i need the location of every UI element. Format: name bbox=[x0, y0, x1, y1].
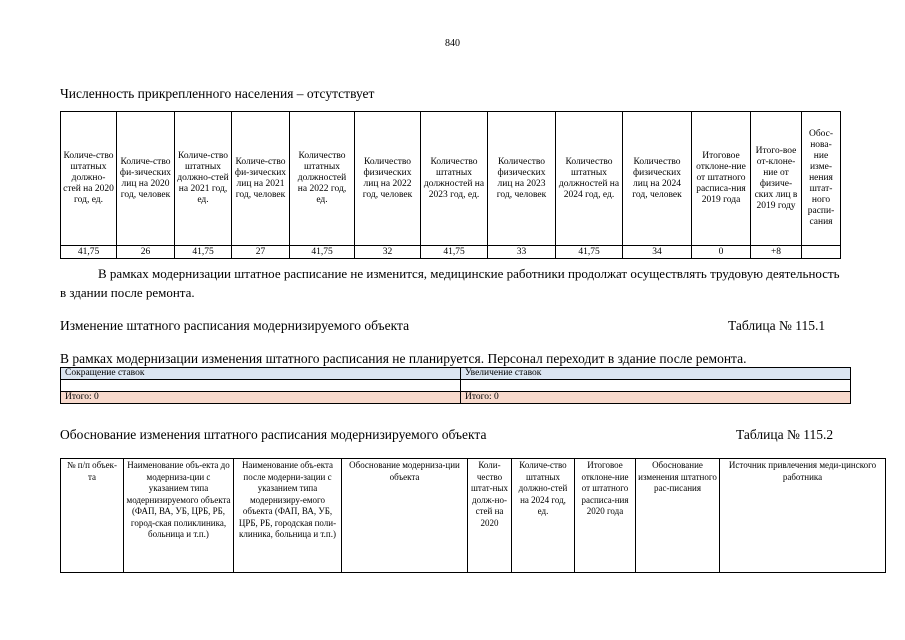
column-header: Итого-вое от-клоне-ние от физиче-ских лиц в 2019 году bbox=[751, 112, 802, 246]
table-label: Таблица № 115.1 bbox=[728, 318, 826, 333]
table-cell: 33 bbox=[488, 246, 556, 259]
column-header: Количе-ство штатных должно-стей на 2020 год, ед. bbox=[61, 112, 117, 246]
rates-total-row bbox=[61, 392, 851, 404]
page-number: 840 bbox=[445, 38, 460, 49]
column-header: Количество физических лиц на 2023 год, человек bbox=[488, 112, 556, 246]
column-header: Количе-ство фи-зических лиц на 2020 год, человек bbox=[117, 112, 175, 246]
table-cell bbox=[802, 246, 841, 259]
table-cell: 34 bbox=[623, 246, 692, 259]
modernization-paragraph: В рамках модернизации штатное расписание не изменится, медицинские работники продолжат осуществлять трудовую деятельность в здании после ремонта. bbox=[60, 266, 840, 300]
column-header: Количе-ство штатных должно-стей на 2021 год, ед. bbox=[175, 112, 232, 246]
table-cell: 27 bbox=[232, 246, 290, 259]
column-header: Итоговое отклоне-ние от штатного расписа-ния 2020 года bbox=[575, 459, 636, 573]
increase-header: Увеличение ставок bbox=[461, 368, 851, 380]
table-cell: +8 bbox=[751, 246, 802, 259]
column-header: Коли-чество штат-ных долж-но-стей на 2020 bbox=[468, 459, 512, 573]
staffing-table bbox=[60, 111, 841, 259]
column-header: Обоснование модерниза-ции объекта bbox=[342, 459, 468, 573]
justification-table bbox=[60, 458, 886, 573]
justification-heading: Обоснование изменения штатного расписания модернизируемого объекта bbox=[60, 427, 487, 442]
table-cell: 41,75 bbox=[556, 246, 623, 259]
justification-table-header-row bbox=[61, 459, 886, 573]
table-cell: 32 bbox=[355, 246, 421, 259]
table-cell bbox=[61, 380, 461, 392]
table-cell: 41,75 bbox=[175, 246, 232, 259]
column-header: Количество штатных должностей на 2024 год, ед. bbox=[556, 112, 623, 246]
column-header: Количе-ство фи-зических лиц на 2021 год, человек bbox=[232, 112, 290, 246]
table-cell: 41,75 bbox=[421, 246, 488, 259]
increase-total: Итого: 0 bbox=[461, 392, 851, 404]
reduction-total: Итого: 0 bbox=[61, 392, 461, 404]
column-header: Источник привлечения меди-цинского работника bbox=[720, 459, 886, 573]
population-heading: Численность прикрепленного населения – отсутствует bbox=[60, 86, 375, 101]
table-cell: 26 bbox=[117, 246, 175, 259]
column-header: Обос-нова-ние изме-нения штат-ного распи-сания bbox=[802, 112, 841, 246]
column-header: Количе-ство штатных должно-стей на 2024 год, ед. bbox=[512, 459, 575, 573]
table-cell: 41,75 bbox=[61, 246, 117, 259]
staffing-table-header-row bbox=[61, 112, 841, 246]
column-header: Итоговое отклоне-ние от штатного расписа-ния 2019 года bbox=[692, 112, 751, 246]
staffing-change-heading: Изменение штатного расписания модернизируемого объекта bbox=[60, 318, 410, 333]
staffing-change-note: В рамках модернизации изменения штатного расписания не планируется. Персонал переходит в здание после ремонта. bbox=[60, 351, 747, 366]
column-header: Количество штатных должностей на 2022 год, ед. bbox=[290, 112, 355, 246]
column-header: № п/п объек-та bbox=[61, 459, 124, 573]
column-header: Наименование объ-екта до модерниза-ции с указанием типа модернизируемого объекта (ФАП, ВА, УБ, ЦРБ, РБ, город-ская поликлиника, больница и т.п.) bbox=[124, 459, 234, 573]
reduction-header: Сокращение ставок bbox=[61, 368, 461, 380]
table-cell bbox=[461, 380, 851, 392]
column-header: Наименование объ-екта после модерни-зации с указанием типа модернизиру-емого объекта (ФАП, ВА, УБ, ЦРБ, РБ, городская поли-клиника, больница и т.п.) bbox=[234, 459, 342, 573]
column-header: Обоснование изменения штатного рас-писания bbox=[636, 459, 720, 573]
table-cell: 0 bbox=[692, 246, 751, 259]
rates-table bbox=[60, 367, 851, 404]
column-header: Количество штатных должностей на 2023 год, ед. bbox=[421, 112, 488, 246]
table-row bbox=[61, 380, 851, 392]
table-label: Таблица № 115.2 bbox=[736, 427, 834, 442]
table-row bbox=[61, 246, 841, 259]
table-cell: 41,75 bbox=[290, 246, 355, 259]
column-header: Количество физических лиц на 2024 год, человек bbox=[623, 112, 692, 246]
rates-table-header-row bbox=[61, 368, 851, 380]
column-header: Количество физических лиц на 2022 год, человек bbox=[355, 112, 421, 246]
